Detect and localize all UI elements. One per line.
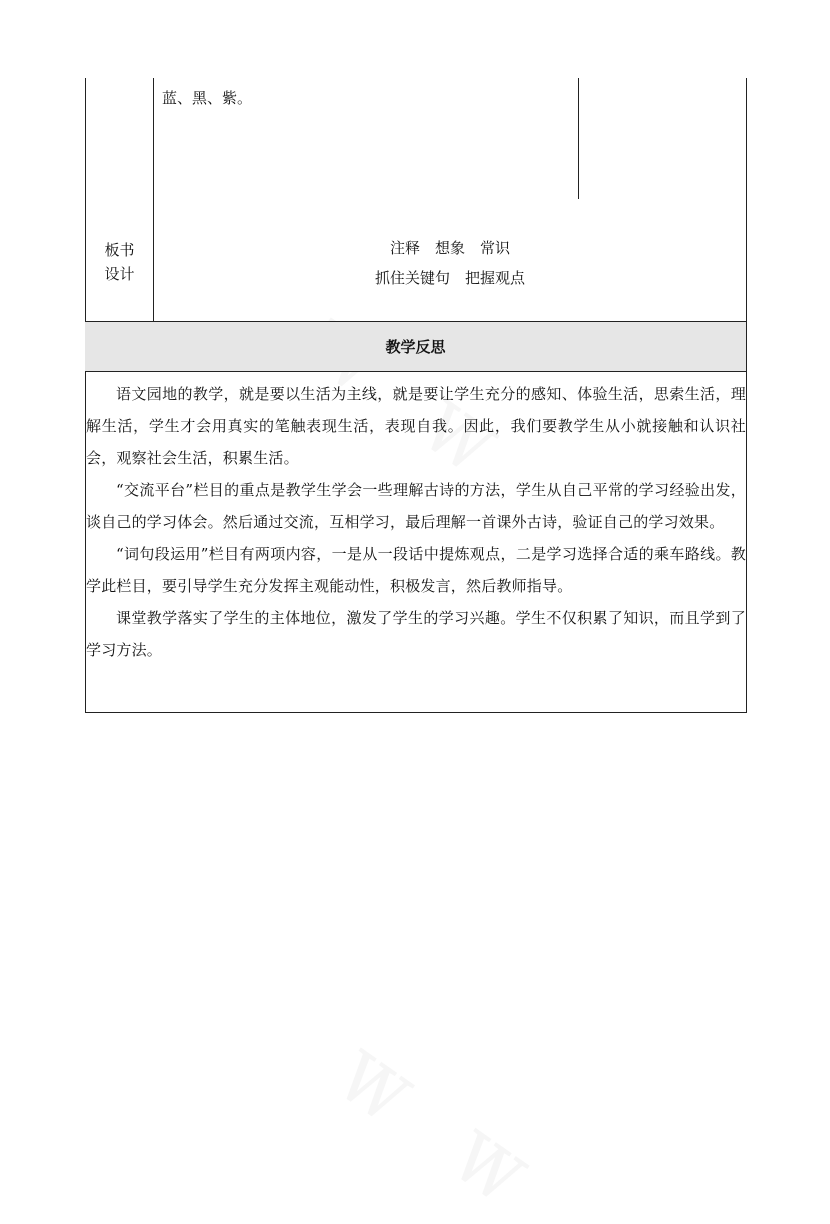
table-border-bottom [85,712,747,713]
board-design-label-line1: 板书 [104,241,135,259]
reflection-paragraph: 课堂教学落实了学生的主体地位，激发了学生的学习兴趣。学生不仅积累了知识，而且学到了学习方法。 [86,609,746,659]
board-design-line1: 注释 想象 常识 [389,239,510,257]
watermark [323,1028,548,1224]
board-design-label-line2: 设计 [104,265,135,283]
board-design-line2: 抓住关键句 把握观点 [374,269,525,287]
reflection-title: 教学反思 [385,338,446,356]
reflection-body [86,378,746,666]
reflection-header [85,321,746,372]
inner-column-divider [578,78,579,199]
reflection-paragraph: “交流平台”栏目的重点是教学生学会一些理解古诗的方法，学生从自己平常的学习经验出发，谈自己的学习体会。然后通过交流，互相学习，最后理解一首课外古诗，验证自己的学习效果。 [86,481,746,531]
table-border-right [746,78,747,713]
top-cell-text: 蓝、黑、紫。 [162,89,253,107]
board-design-label [86,238,153,286]
reflection-paragraph: “词句段运用”栏目有两项内容，一是从一段话中提炼观点，二是学习选择合适的乘车路线。教学此栏目，要引导学生充分发挥主观能动性，积极发言，然后教师指导。 [86,545,746,595]
reflection-paragraph: 语文园地的教学，就是要以生活为主线，就是要让学生充分的感知、体验生活，思索生活，理解生活，学生才会用真实的笔触表现生活，表现自我。因此，我们要教学生从小就接触和认识社会，观察社会生活，积累生活。 [86,385,746,467]
